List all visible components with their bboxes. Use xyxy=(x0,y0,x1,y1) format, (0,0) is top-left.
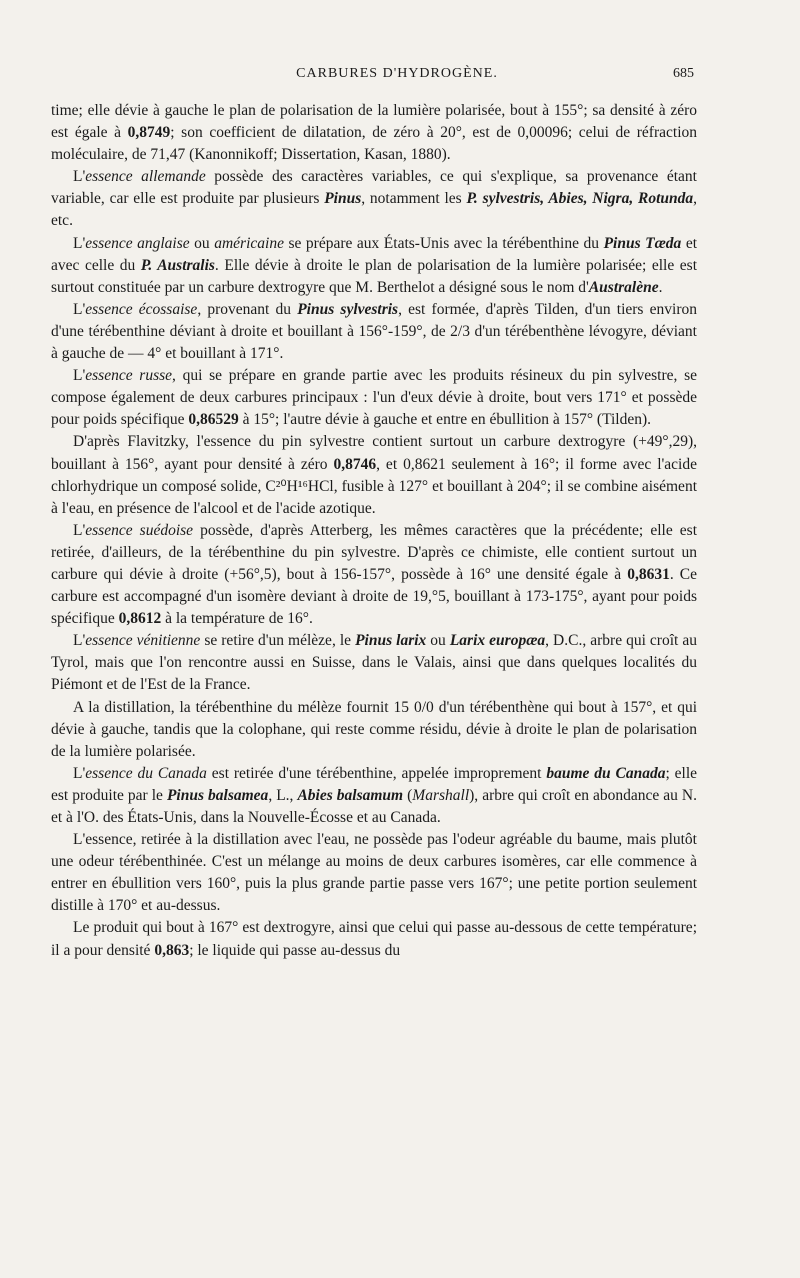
text-run: D'après Flavitzky, l'essence du pin sylvestre contient surtout un carbure dextrogyre (+49°,29), bouillant à 156°, ayant pour densité à zéro xyxy=(51,433,697,473)
species-name: P. Australis xyxy=(140,256,215,274)
paragraph xyxy=(51,299,697,365)
paragraph xyxy=(51,829,697,917)
bold-run: 0,8749 xyxy=(127,124,171,142)
text-run: L'essence, retirée à la distillation avec l'eau, ne possède pas l'odeur agréable du baume, mais plutôt une odeur térébenthinée. C'est un mélange au moins de deux carbures isomères, car elle commence à entrer en ébullition vers 160°, puis la plus grande partie passe vers 167°; une petite portion seulement distille à 170° et au-dessus. xyxy=(51,831,697,915)
text-run: à 15°; l'autre dévie à gauche et entre en ébullition à 157° (Tilden). xyxy=(238,411,652,429)
running-title: CARBURES D'HYDROGÈNE. xyxy=(296,66,498,81)
text-run: , provenant du xyxy=(197,300,298,318)
text-run: , etc. xyxy=(51,190,698,230)
text-run: se retire d'un mélèze, le xyxy=(200,632,356,650)
page-header xyxy=(100,66,694,88)
italic-run: essence écossaise xyxy=(85,300,198,318)
text-run: . xyxy=(658,278,663,296)
paragraph xyxy=(51,763,697,829)
text-run: à la température de 16°. xyxy=(161,610,313,628)
species-name: Pinus balsamea xyxy=(166,786,269,804)
text-run: ; elle est produite par le xyxy=(51,764,697,804)
text-run: possède, d'après Atterberg, les mêmes caractères que la précédente; elle est retirée, d'ailleurs, de la térébenthine du pin sylvestre. D'après ce chimiste, elle contient surtout un carbure qui dévie à droite (+56°,5), bout à 156-157°, possède à 16° une densité égale à xyxy=(51,521,698,583)
species-name: Pinus xyxy=(324,190,362,208)
bold-run: 0,8612 xyxy=(118,610,162,628)
text-run: L' xyxy=(73,367,86,385)
text-run: L' xyxy=(73,632,86,650)
text-run: A la distillation, la térébenthine du mélèze fournit 15 0/0 d'un térébenthène qui bout à 157°, et qui dévie à gauche, tandis que la colophane, qui reste comme résidu, dévie à droite le plan de polarisation de la lumière polarisée. xyxy=(51,698,697,760)
text-run: L' xyxy=(73,764,86,782)
paragraph xyxy=(51,917,697,961)
text-run: ; son coefficient de dilatation, de zéro à 20°, est de 0,00096; celui de réfraction moléculaire, de 71,47 (Kanonnikoff; Dissertation, Kasan, 1880). xyxy=(51,124,697,164)
text-run: , est formée, d'après Tilden, d'un tiers environ d'une térébenthine déviant à droite et bouillant à 156°-159°, de 2/3 d'un térébenthène lévogyre, déviant à gauche de — 4° et bouillant à 171°. xyxy=(51,300,697,363)
italic-run: essence allemande xyxy=(85,168,206,186)
text-run: se prépare aux États-Unis avec la térébenthine du xyxy=(283,234,604,252)
paragraph xyxy=(51,520,697,630)
body-text xyxy=(51,100,697,962)
paragraph xyxy=(51,431,697,519)
italic-run: Marshall xyxy=(412,786,470,804)
italic-run: essence russe xyxy=(85,367,173,385)
text-run: , et 0,8621 seulement à 16°; il forme avec l'acide chlorhydrique un composé solide, C²⁰H¹⁶HCl, fusible à 127° et bouillant à 204°; il se combine aisément à l'eau, en présence de l'alcool et de l'acide azotique. xyxy=(51,455,697,517)
paragraph xyxy=(51,630,697,696)
paragraph xyxy=(51,365,697,431)
italic-run: américaine xyxy=(214,234,284,252)
species-name: Pinus larix xyxy=(355,632,427,650)
paragraph xyxy=(51,100,697,166)
species-name: baume du Canada xyxy=(546,764,666,782)
text-run: time; elle dévie à gauche le plan de polarisation de la lumière polarisée, bout à 155°; sa densité à zéro est égale à xyxy=(51,102,697,142)
italic-run: essence vénitienne xyxy=(85,632,201,650)
bold-run: 0,8631 xyxy=(627,565,670,583)
text-run: . Elle dévie à droite le plan de polarisation de la lumière polarisée; elle est surtout constituée par un carbure dextrogyre que M. Berthelot a désigné sous le nom d' xyxy=(51,256,697,296)
bold-run: 0,863 xyxy=(154,941,190,959)
species-name: Pinus sylvestris xyxy=(297,300,399,318)
italic-run: essence anglaise xyxy=(85,234,190,252)
species-name: Larix europæa xyxy=(449,632,546,650)
text-run: . Ce carbure est accompagné d'un isomère deviant à droite de 19,°5, bouillant à 173-175°, ayant pour poids spécifique xyxy=(51,565,698,628)
paragraph xyxy=(51,233,697,299)
text-run: Le produit qui bout à 167° est dextrogyre, ainsi que celui qui passe au-dessous de cette température; il a pour densité xyxy=(51,919,697,959)
text-run: L' xyxy=(73,234,86,252)
text-run: ou xyxy=(426,632,450,650)
text-run: L' xyxy=(73,168,86,186)
text-run: , L., xyxy=(268,786,298,804)
page-number: 685 xyxy=(673,66,694,81)
species-name: Australène xyxy=(588,278,659,296)
text-run: , notamment les xyxy=(361,190,467,208)
italic-run: essence du Canada xyxy=(85,764,207,782)
text-run: est retirée d'une térébenthine, appelée improprement xyxy=(206,764,547,782)
text-run: possède des caractères variables, ce qui s'explique, sa provenance étant variable, car elle est produite par plusieurs xyxy=(51,168,697,208)
bold-run: 0,8746 xyxy=(333,455,377,473)
paragraph xyxy=(51,697,697,763)
text-run: , D.C., arbre qui croît au Tyrol, mais que l'on rencontre aussi en Suisse, dans le Valais, ainsi que dans quelques localités du Piémont et de l'Est de la France. xyxy=(51,632,697,694)
species-name: Pinus Tæda xyxy=(603,234,682,252)
species-name: Abies balsamum xyxy=(297,786,404,804)
text-run: ; le liquide qui passe au-dessus du xyxy=(189,941,401,959)
text-run: , qui se prépare en grande partie avec les produits résineux du pin sylvestre, se compose également de deux carbures principaux : l'un d'eux dévie à droite, bout vers 171° et possède pour poids spécifique xyxy=(51,367,697,429)
species-name: P. sylvestris, Abies, Nigra, Rotunda xyxy=(466,190,694,208)
bold-run: 0,86529 xyxy=(188,411,239,429)
italic-run: essence suédoise xyxy=(85,521,194,539)
text-run: ( xyxy=(403,786,413,804)
text-run: ), arbre qui croît en abondance au N. et à l'O. des États-Unis, dans la Nouvelle-Écosse et au Canada. xyxy=(51,786,697,826)
paragraph xyxy=(51,166,697,232)
text-run: L' xyxy=(73,521,86,539)
text-run: et avec celle du xyxy=(51,234,698,274)
text-run: L' xyxy=(73,300,86,318)
text-run: ou xyxy=(189,234,215,252)
